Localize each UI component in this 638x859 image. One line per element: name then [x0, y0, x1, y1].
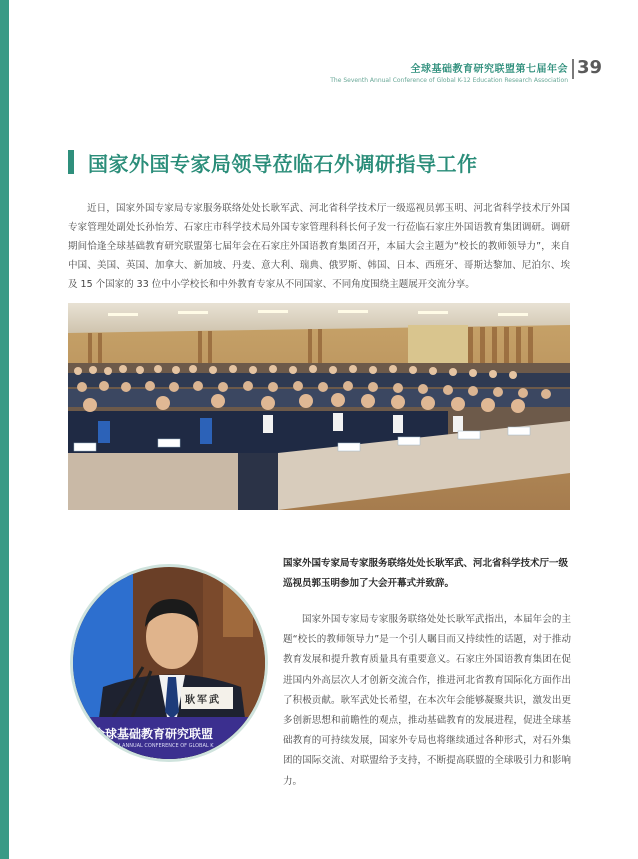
running-header — [330, 60, 568, 84]
conference-hall-illustration — [68, 303, 570, 510]
podium-banner-en: SEVENTH ANNUAL CONFERENCE OF GLOBAL K — [97, 743, 214, 749]
left-color-strip — [0, 0, 9, 859]
conference-hall-photo — [68, 303, 570, 510]
article-title: 国家外国专家局领导莅临石外调研指导工作 — [88, 152, 478, 176]
speaker-photo — [70, 564, 268, 762]
nameplate-text: 耿军武 — [185, 695, 221, 706]
header-divider — [572, 59, 574, 79]
intro-paragraph: 近日，国家外国专家局专家服务联络处处长耿军武、河北省科学技术厅一级巡视员郭玉明、河北省科学技术厅外国专家管理处副处长孙怡芳、石家庄市科学技术局外国专家管理科科长何子发一行莅临石家庄外国语教育集团调研。调研期间恰逢全球基础教育研究联盟第七届年会在石家庄外国语教育集团召开，本届大会主题为“校长的教师领导力”，来自中国、美国、英国、加拿大、新加坡、丹麦、意大利、瑞典、俄罗斯、韩国、日本、西班牙、哥斯达黎加、尼泊尔、埃及 15 个国家的 33 位中小学校长和中外教育专家从不同国家、不同角度围绕主题展开交流分享。 — [68, 203, 570, 290]
podium-banner-cn: 全球基础教育研究联盟 — [93, 727, 214, 741]
body-paragraph: 国家外国专家局专家服务联络处处长耿军武指出，本届年会的主题“校长的教师领导力”是一个引人瞩目而又持续性的话题，对于推动教育发展和提升教育质量具有重要意义。石家庄外国语教育集团在促进国内外高层次人才创新交流合作，推进河北省教育国际化方面作出了积极贡献。耿军武处长希望，在本次年会能够凝聚共识，激发出更多创新思想和前瞻性的观点，推动基础教育的发展进程，促进全球基础教育的可持续发展，国家外专局也将继续通过各种形式，对石外集团的国际交流、对联盟给予支持，不断提高联盟的全球吸引力和影响力。 — [283, 614, 571, 787]
page-number: 39 — [577, 57, 603, 78]
header-title-en: The Seventh Annual Conference of Global K-12 Education Research Association — [330, 77, 568, 84]
header-title-cn: 全球基础教育研究联盟第七届年会 — [410, 64, 568, 75]
title-accent-bar — [68, 150, 74, 174]
photo-caption: 国家外国专家局专家服务联络处处长耿军武、河北省科学技术厅一级巡视员郭玉明参加了大会开幕式并致辞。 — [283, 558, 569, 589]
